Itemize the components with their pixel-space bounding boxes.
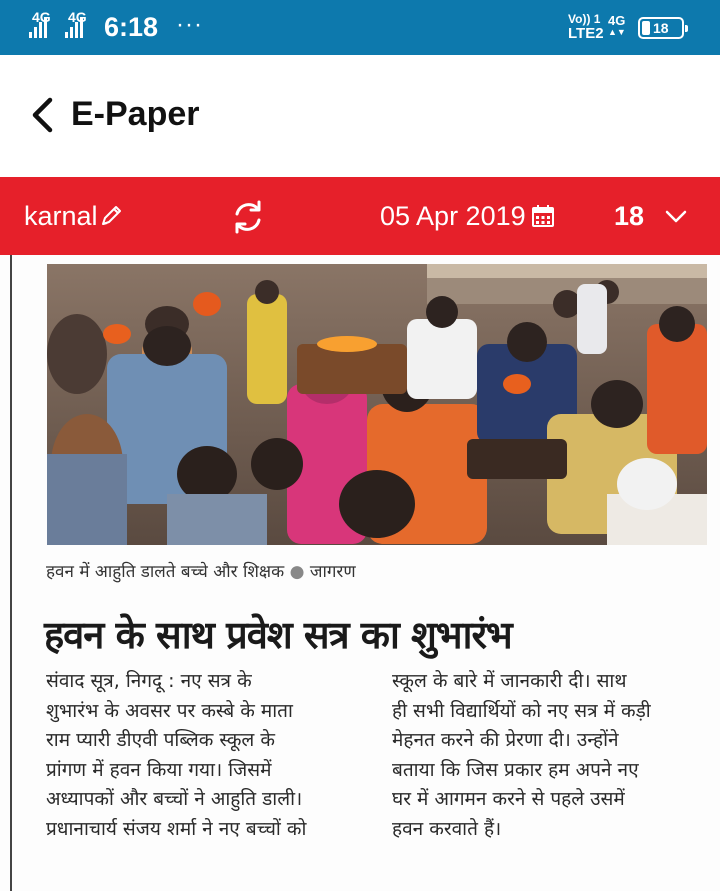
article-line: घर में आगमन करने से पहले उसमें <box>392 788 625 810</box>
page-title: E-Paper <box>71 95 200 133</box>
article-line: बताया कि जिस प्रकार हम अपने नए <box>392 758 639 781</box>
edition-toolbar <box>0 177 720 255</box>
article-line: स्कूल के बारे में जानकारी दी। साथ <box>392 670 627 692</box>
caption-text: हवन में आहुति डालते बच्चे और शिक्षक <box>46 562 285 582</box>
refresh-icon <box>229 198 267 236</box>
article-column-left <box>46 667 376 844</box>
city-selector[interactable] <box>24 199 125 233</box>
article-line: ही सभी विद्यार्थियों को नए सत्र में कड़ी <box>392 699 651 722</box>
back-button[interactable] <box>22 95 62 135</box>
article-line: हवन करवाते हैं। <box>392 817 502 840</box>
network-type-indicator <box>608 14 626 38</box>
page-selector[interactable] <box>614 199 688 233</box>
article-line: राम प्यारी डीएवी पब्लिक स्कूल के <box>46 729 275 751</box>
date-selector[interactable] <box>380 199 556 233</box>
date-label: 05 Apr 2019 <box>380 201 526 231</box>
signal-1-label: 4G <box>32 9 51 25</box>
article-headline: हवन के साथ प्रवेश सत्र का शुभारंभ <box>44 613 512 657</box>
article-line: संवाद सूत्र, निगदू : नए सत्र के <box>46 670 252 692</box>
app-header <box>0 55 720 177</box>
volte-line2: LTE2 <box>568 25 604 42</box>
havan-ceremony-photo <box>47 264 707 545</box>
chevron-down-icon <box>664 208 688 224</box>
article-line: अध्यापकों और बच्चों ने आहुति डाली। <box>46 788 303 810</box>
battery-percent: 18 <box>653 20 669 36</box>
signal-2-label: 4G <box>68 9 87 25</box>
article-line: शुभारंभ के अवसर पर कस्बे के माता <box>46 699 293 722</box>
data-arrows-icon: ▲▼ <box>608 27 626 37</box>
city-label: karnal <box>24 201 98 231</box>
photo-caption <box>46 560 356 584</box>
caption-source: जागरण <box>309 562 356 582</box>
column-rule <box>10 255 12 891</box>
volte-indicator <box>568 13 604 41</box>
page-number: 18 <box>614 201 645 231</box>
clock: 6:18 <box>104 12 159 42</box>
epaper-page[interactable] <box>0 255 720 891</box>
pencil-icon <box>99 203 125 229</box>
chevron-left-icon <box>30 97 54 133</box>
bullet-icon: ● <box>289 562 310 582</box>
calendar-icon <box>530 203 556 229</box>
battery-level-fill <box>642 21 650 35</box>
refresh-button[interactable] <box>229 198 267 236</box>
network-label: 4G <box>608 13 626 28</box>
signal-strength-2 <box>68 9 87 38</box>
more-notifications-icon: ··· <box>176 11 203 38</box>
volte-line1: Vo)) 1 <box>568 12 601 26</box>
news-photo <box>47 264 707 545</box>
article-line: प्रधानाचार्य संजय शर्मा ने नए बच्चों को <box>46 817 307 840</box>
article-column-right <box>392 667 720 844</box>
status-bar <box>0 0 720 55</box>
battery-icon <box>638 17 684 39</box>
article-line: प्रांगण में हवन किया गया। जिसमें <box>46 758 272 781</box>
article-line: मेहनत करने की प्रेरणा दी। उन्होंने <box>392 729 619 751</box>
signal-strength-1 <box>32 9 51 38</box>
